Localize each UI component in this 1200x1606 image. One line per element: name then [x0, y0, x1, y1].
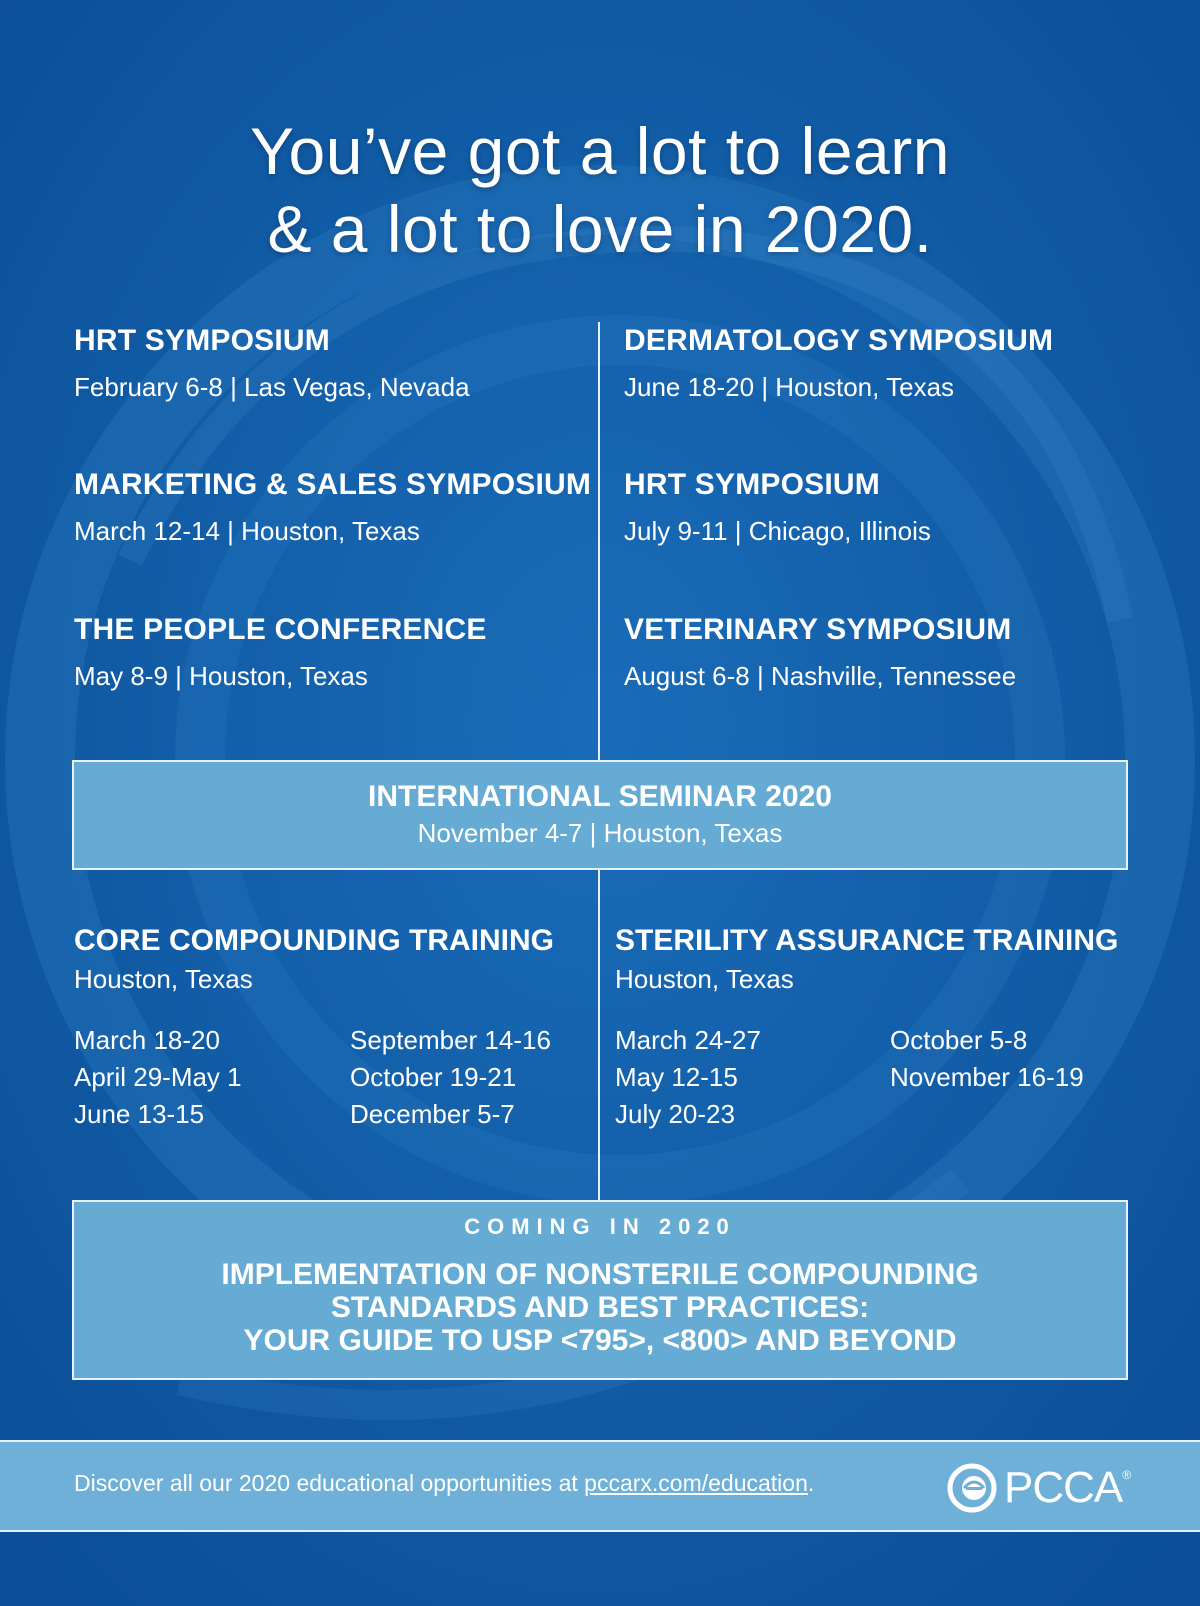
coming-title-line-3: YOUR GUIDE TO USP <795>, <800> AND BEYOND [243, 1324, 957, 1357]
date-item: December 5-7 [350, 1099, 515, 1129]
sterility-dates-col-2 [890, 1022, 1084, 1096]
event-detail: May 8-9 | Houston, Texas [74, 661, 368, 691]
coming-label: COMING IN 2020 [464, 1214, 736, 1239]
sterility-training [615, 924, 1185, 995]
education-link[interactable]: pccarx.com/education [584, 1470, 808, 1496]
footer-bar [0, 1440, 1200, 1532]
core-dates-col-2 [350, 1022, 551, 1133]
sterility-training-location: Houston, Texas [615, 964, 794, 994]
international-detail: November 4-7 | Houston, Texas [417, 818, 783, 848]
core-dates-col-1 [74, 1022, 242, 1133]
event-detail: July 9-11 | Chicago, Illinois [624, 516, 931, 546]
coming-soon-box [72, 1200, 1128, 1380]
international-title: INTERNATIONAL SEMINAR 2020 [368, 780, 832, 813]
footer-text [74, 1470, 814, 1497]
event-detail: February 6-8 | Las Vegas, Nevada [74, 372, 470, 402]
date-item: May 12-15 [615, 1062, 738, 1092]
event-hrt-symposium-jul [624, 468, 931, 547]
event-people-conference [74, 613, 487, 692]
event-detail: March 12-14 | Houston, Texas [74, 516, 420, 546]
column-divider-top [598, 322, 600, 760]
coming-title [74, 1258, 1126, 1357]
headline [0, 112, 1200, 268]
sterility-training-title: STERILITY ASSURANCE TRAINING [615, 924, 1119, 957]
event-dermatology [624, 324, 1053, 403]
event-title: HRT SYMPOSIUM [74, 324, 330, 357]
core-training-location: Houston, Texas [74, 964, 253, 994]
date-item: July 20-23 [615, 1099, 735, 1129]
pcca-logo [946, 1462, 1131, 1514]
core-training [74, 924, 584, 995]
event-detail: June 18-20 | Houston, Texas [624, 372, 955, 402]
date-item: March 18-20 [74, 1025, 220, 1055]
headline-line-1: You’ve got a lot to learn [250, 114, 950, 188]
sterility-dates-col-1 [615, 1022, 761, 1133]
event-detail: August 6-8 | Nashville, Tennessee [624, 661, 1017, 691]
headline-line-2: & a lot to love in 2020. [267, 192, 933, 266]
event-title: DERMATOLOGY SYMPOSIUM [624, 324, 1054, 357]
event-title: HRT SYMPOSIUM [624, 468, 880, 501]
date-item: September 14-16 [350, 1025, 551, 1055]
date-item: October 5-8 [890, 1025, 1028, 1055]
date-item: March 24-27 [615, 1025, 761, 1055]
footer-text-before: Discover all our 2020 educational opportunities at [74, 1470, 585, 1496]
event-veterinary [624, 613, 1016, 692]
core-training-title: CORE COMPOUNDING TRAINING [74, 924, 554, 957]
pcca-logo-icon [946, 1462, 998, 1514]
date-item: April 29-May 1 [74, 1062, 242, 1092]
date-item: October 19-21 [350, 1062, 517, 1092]
pcca-logo-text: PCCA [1004, 1463, 1123, 1512]
event-title: MARKETING & SALES SYMPOSIUM [74, 468, 592, 501]
date-item: June 13-15 [74, 1099, 205, 1129]
international-seminar-box [72, 760, 1128, 870]
event-hrt-symposium-feb [74, 324, 470, 403]
registered-mark: ® [1122, 1468, 1132, 1482]
event-marketing-sales [74, 468, 591, 547]
coming-title-line-2: STANDARDS AND BEST PRACTICES: [330, 1291, 870, 1324]
footer-text-after: . [807, 1470, 815, 1496]
date-item: November 16-19 [890, 1062, 1084, 1092]
column-divider-bottom [598, 870, 600, 1200]
coming-title-line-1: IMPLEMENTATION OF NONSTERILE COMPOUNDING [221, 1258, 979, 1291]
event-title: VETERINARY SYMPOSIUM [624, 613, 1012, 646]
event-title: THE PEOPLE CONFERENCE [74, 613, 487, 646]
